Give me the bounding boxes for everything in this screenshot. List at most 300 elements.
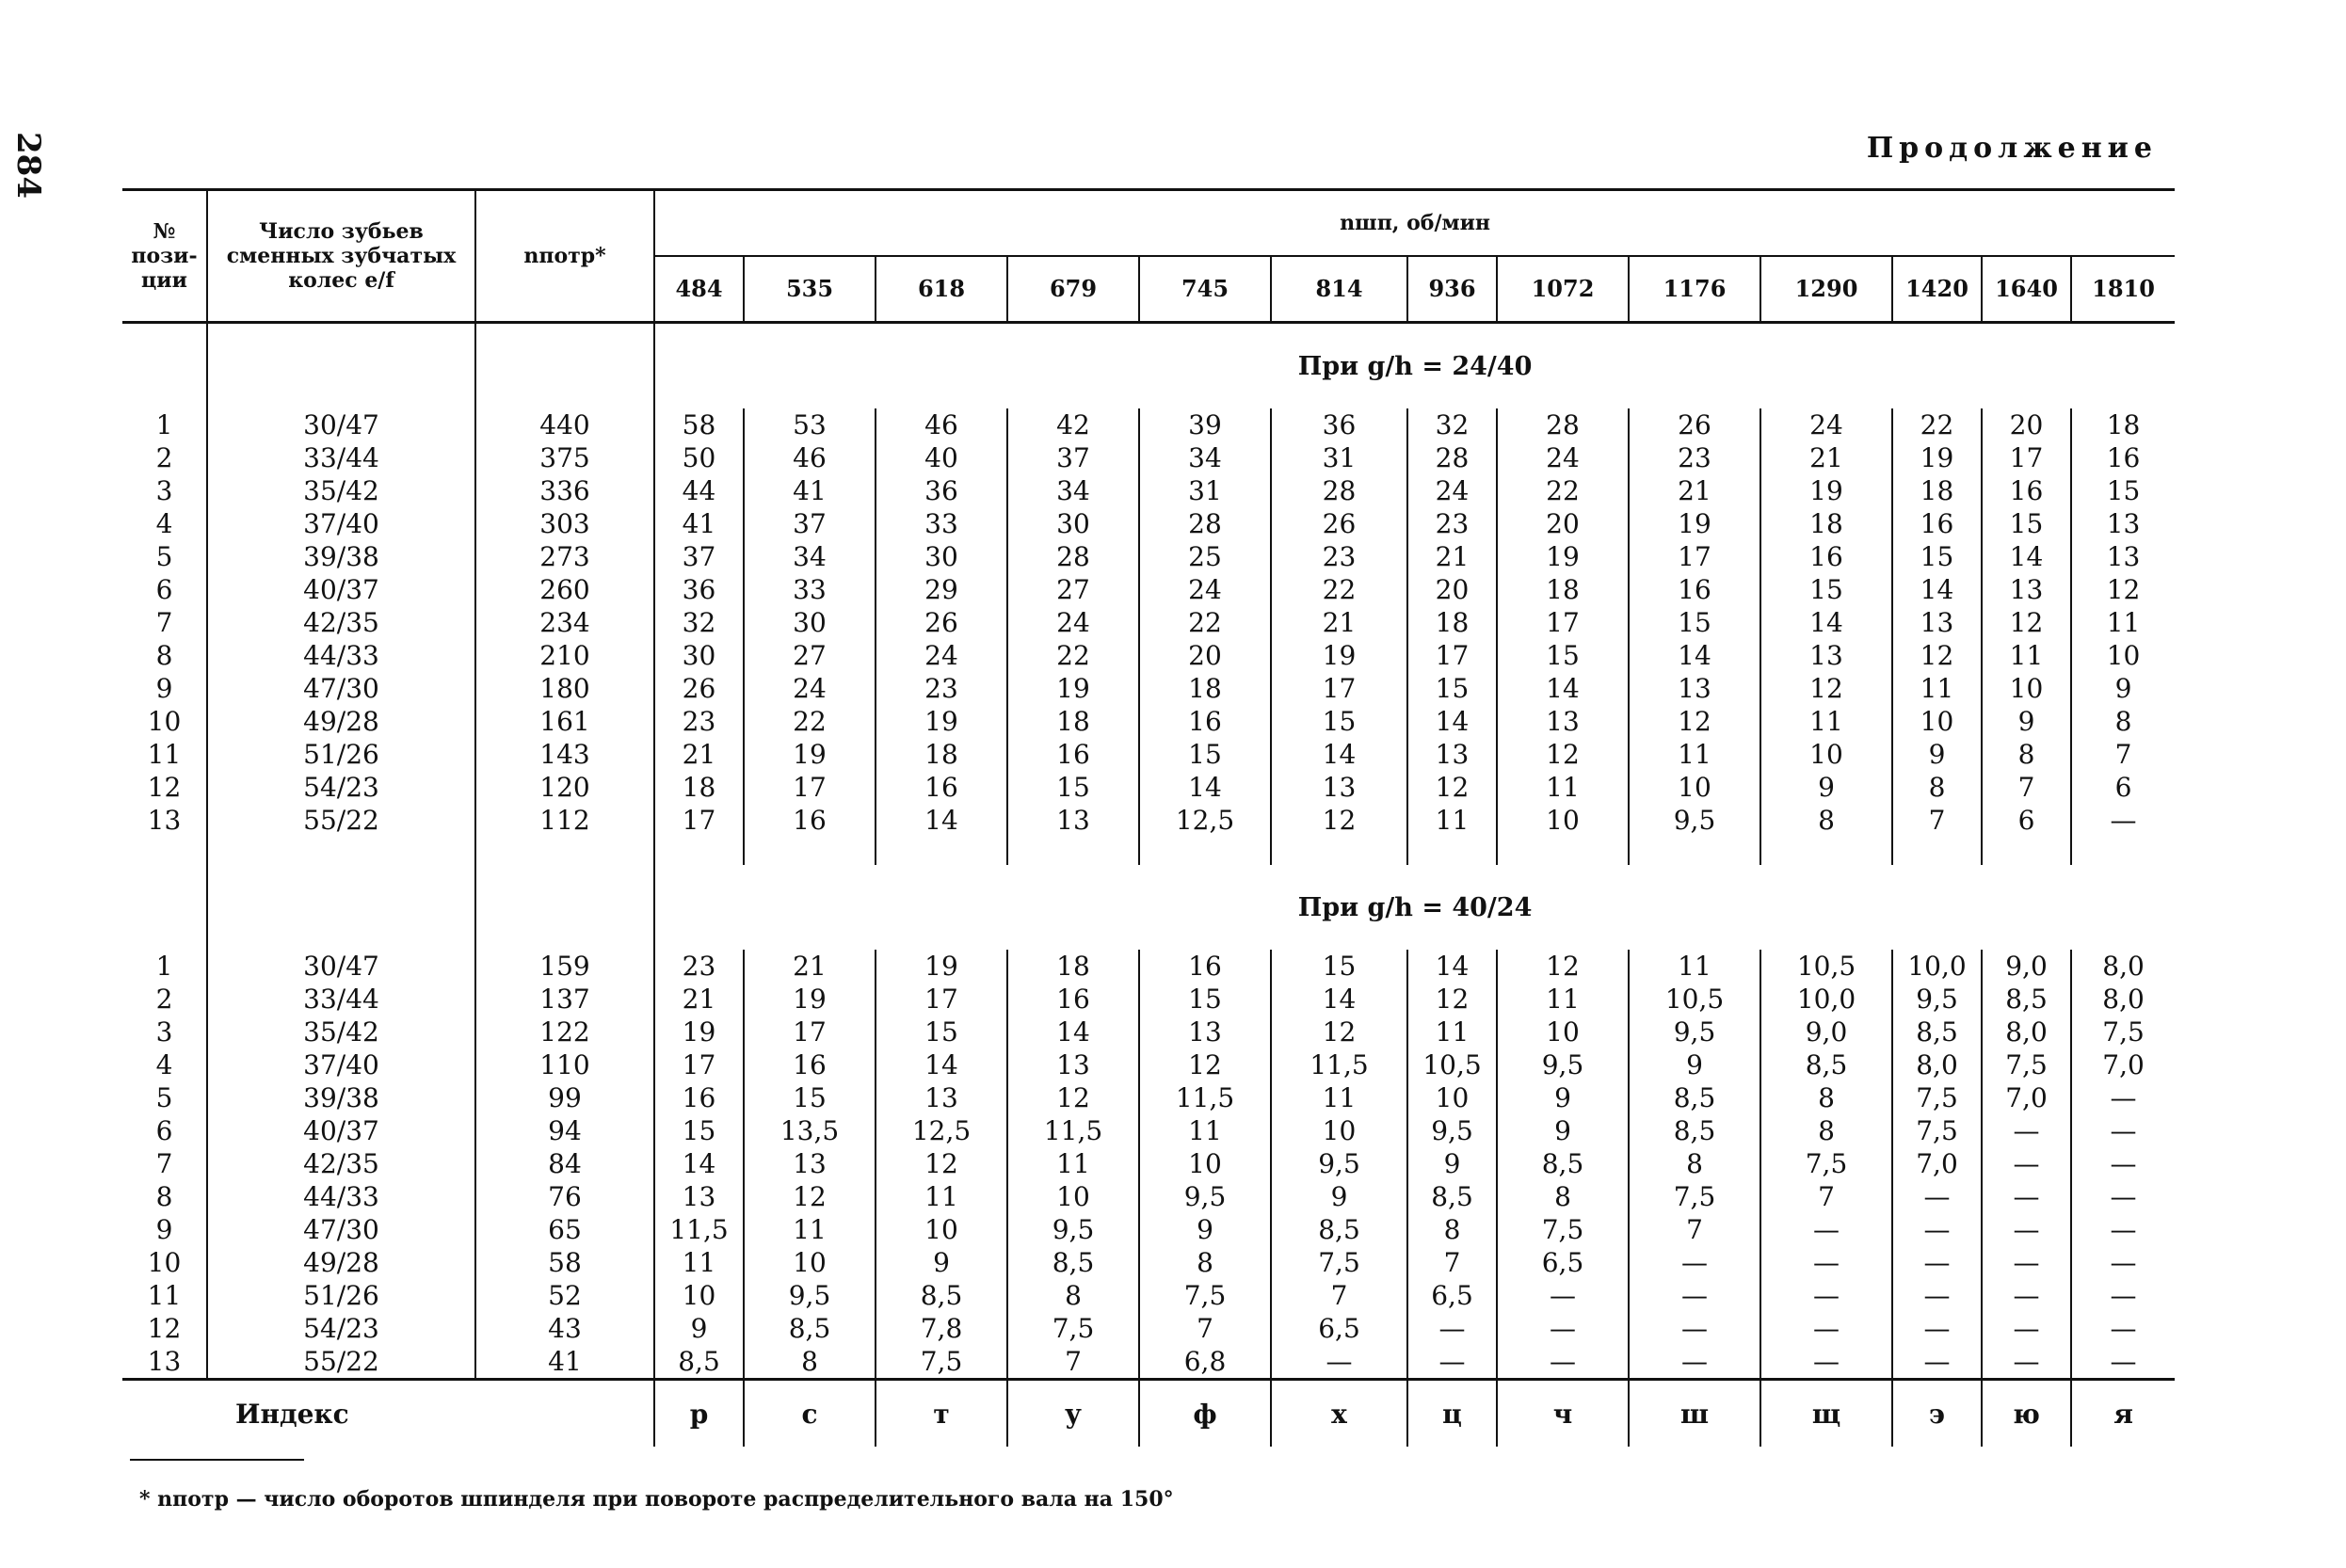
speed-value-cell: 11 [1007, 1147, 1139, 1180]
speed-value-cell: 7 [1007, 1345, 1139, 1380]
header-gears: Число зубьев сменных зубчатых колес e/f [207, 190, 475, 323]
index-value: э [1892, 1380, 1982, 1448]
speed-value-cell: — [1271, 1345, 1407, 1380]
gears-cell: 33/44 [207, 983, 475, 1016]
speed-value-cell: 15 [1629, 606, 1760, 639]
header-n-shp: nшп, об/мин [654, 190, 2175, 257]
n-potr-cell: 161 [475, 705, 654, 738]
speed-value-cell: 17 [1271, 672, 1407, 705]
gears-cell: 42/35 [207, 1147, 475, 1180]
table-row [122, 639, 2175, 672]
speed-value-cell: 8,0 [2071, 983, 2175, 1016]
speed-value-cell: — [2071, 1114, 2175, 1147]
speed-value-cell: 10 [1760, 738, 1892, 771]
gears-cell: 42/35 [207, 606, 475, 639]
speed-value-cell: — [1629, 1345, 1760, 1380]
speed-value-cell: 30 [654, 639, 744, 672]
speed-value-cell: 7,5 [2071, 1016, 2175, 1048]
section-header-row [122, 865, 2175, 950]
position-cell: 5 [155, 541, 173, 572]
n-potr-cell: 41 [475, 1345, 654, 1380]
speed-value-cell: 9,5 [1007, 1213, 1139, 1246]
index-value: у [1007, 1380, 1139, 1448]
spacer-row [122, 837, 2175, 865]
speed-value-cell: 10 [1982, 672, 2071, 705]
speed-value-cell: 9 [1497, 1081, 1629, 1114]
empty-cell [2071, 837, 2175, 865]
empty-cell [1892, 837, 1982, 865]
speed-value-cell: — [1892, 1213, 1982, 1246]
speed-value-cell: 6 [1982, 804, 2071, 837]
table-row [122, 771, 2175, 804]
empty-cell [207, 865, 475, 950]
speed-value-cell: — [2071, 1180, 2175, 1213]
empty-cell [475, 323, 654, 409]
speed-value-cell: 21 [1629, 474, 1760, 507]
speed-value-cell: 6,8 [1139, 1345, 1271, 1380]
position-cell: 10 [147, 1247, 182, 1278]
empty-cell [1139, 837, 1271, 865]
speed-value-cell: 33 [876, 507, 1007, 540]
gears-cell: 55/22 [207, 1345, 475, 1380]
table-row [122, 1213, 2175, 1246]
speed-value-cell: — [1892, 1180, 1982, 1213]
speed-value-cell: 17 [1629, 540, 1760, 573]
speed-value-cell: 7 [1760, 1180, 1892, 1213]
n-potr-cell: 120 [475, 771, 654, 804]
position-cell: 3 [155, 475, 173, 506]
speed-value-cell: 19 [1629, 507, 1760, 540]
speed-value-cell: 11 [1892, 672, 1982, 705]
speed-value-cell: 20 [1407, 573, 1497, 606]
speed-value-cell: 13 [744, 1147, 876, 1180]
n-potr-cell: 58 [475, 1246, 654, 1279]
speed-value-cell: 17 [654, 1048, 744, 1081]
empty-cell [1007, 837, 1139, 865]
speed-value-cell: 7,0 [2071, 1048, 2175, 1081]
speed-value-cell: — [1629, 1246, 1760, 1279]
n-potr-cell: 234 [475, 606, 654, 639]
speed-value-cell: 8 [1982, 738, 2071, 771]
empty-cell [1407, 837, 1497, 865]
speed-value-cell: 8,0 [2071, 950, 2175, 983]
speed-value-cell: 10,5 [1629, 983, 1760, 1016]
speed-value-cell: 16 [1760, 540, 1892, 573]
speed-value-cell: 12 [1007, 1081, 1139, 1114]
speed-value-cell: 8,5 [1629, 1081, 1760, 1114]
speed-value-cell: 58 [654, 408, 744, 441]
position-cell: 11 [147, 1280, 182, 1311]
speed-value-cell: 6 [2071, 771, 2175, 804]
position-cell: 11 [147, 739, 182, 770]
position-cell: 12 [147, 772, 182, 803]
speed-value-cell: 18 [1407, 606, 1497, 639]
speed-value-cell: 9,5 [1497, 1048, 1629, 1081]
speed-value-cell: 11,5 [1271, 1048, 1407, 1081]
speed-value-cell: 24 [876, 639, 1007, 672]
table-row [122, 1147, 2175, 1180]
speed-value-cell: 34 [744, 540, 876, 573]
speed-value-cell: — [1407, 1312, 1497, 1345]
speed-value-cell: 30 [1007, 507, 1139, 540]
speed-value-cell: 17 [744, 771, 876, 804]
speed-value-cell: 8 [1407, 1213, 1497, 1246]
speed-value-cell: 12 [1497, 950, 1629, 983]
gears-cell: 54/23 [207, 771, 475, 804]
speed-value-cell: — [1407, 1345, 1497, 1380]
speed-value-cell: 18 [654, 771, 744, 804]
speed-value-cell: 39 [1139, 408, 1271, 441]
speed-value-cell: 8,5 [1407, 1180, 1497, 1213]
speed-value-cell: 18 [876, 738, 1007, 771]
index-value: ч [1497, 1380, 1629, 1448]
speed-value-cell: 11 [1497, 983, 1629, 1016]
position-cell: 13 [147, 805, 182, 836]
speed-value-cell: 28 [1007, 540, 1139, 573]
index-value: т [876, 1380, 1007, 1448]
n-potr-cell: 260 [475, 573, 654, 606]
speed-value-cell: — [1497, 1345, 1629, 1380]
footnote-rule [130, 1459, 304, 1461]
speed-value-cell: 22 [1271, 573, 1407, 606]
speed-value-cell: 24 [1760, 408, 1892, 441]
speed-value-cell: 7 [1629, 1213, 1760, 1246]
speed-value-cell: 15 [1497, 639, 1629, 672]
n-potr-cell: 336 [475, 474, 654, 507]
position-cell: 9 [155, 673, 173, 704]
gears-cell: 44/33 [207, 1180, 475, 1213]
speed-value-cell: 36 [1271, 408, 1407, 441]
speed-value-cell: 17 [1982, 441, 2071, 474]
n-potr-cell: 159 [475, 950, 654, 983]
speed-value-cell: 19 [1271, 639, 1407, 672]
speed-value-cell: 7,5 [1497, 1213, 1629, 1246]
speed-value-cell: 19 [1892, 441, 1982, 474]
speed-value-cell: 34 [1007, 474, 1139, 507]
position-cell: 2 [155, 984, 173, 1015]
speed-value-cell: 30 [876, 540, 1007, 573]
gears-cell: 33/44 [207, 441, 475, 474]
n-potr-cell: 99 [475, 1081, 654, 1114]
speed-value-cell: 9,0 [1982, 950, 2071, 983]
speed-value-cell: — [1982, 1114, 2071, 1147]
speed-value-cell: 7 [1892, 804, 1982, 837]
empty-cell [1629, 837, 1760, 865]
speed-value-cell: 18 [1007, 950, 1139, 983]
speed-value-cell: 22 [1139, 606, 1271, 639]
speed-value-cell: 12 [1497, 738, 1629, 771]
speed-value-cell: 24 [1007, 606, 1139, 639]
speed-value-cell: 8 [1629, 1147, 1760, 1180]
speed-value-cell: 18 [1139, 672, 1271, 705]
speed-value-cell: 15 [876, 1016, 1007, 1048]
speed-value-cell: 13 [1007, 804, 1139, 837]
table-row [122, 983, 2175, 1016]
speed-value-cell: 9,5 [744, 1279, 876, 1312]
empty-cell [122, 865, 207, 950]
position-cell: 1 [155, 409, 173, 440]
speed-value-cell: 10 [1629, 771, 1760, 804]
speed-value-cell: 31 [1139, 474, 1271, 507]
speed-value-cell: 16 [1139, 705, 1271, 738]
speed-value-cell: 13 [1407, 738, 1497, 771]
speed-value-cell: — [1760, 1312, 1892, 1345]
speed-value-cell: 11 [2071, 606, 2175, 639]
empty-cell [1271, 837, 1407, 865]
table-row [122, 1114, 2175, 1147]
speed-value-cell: 9 [1892, 738, 1982, 771]
speed-value-cell: 7,5 [1982, 1048, 2071, 1081]
speed-value-cell: 21 [1760, 441, 1892, 474]
speed-value-cell: 22 [744, 705, 876, 738]
table-row [122, 738, 2175, 771]
speed-value-cell: 10 [1497, 1016, 1629, 1048]
empty-cell [654, 837, 744, 865]
speed-value-cell: — [1760, 1345, 1892, 1380]
speed-value-cell: 18 [1007, 705, 1139, 738]
gears-cell: 51/26 [207, 1279, 475, 1312]
speed-value-cell: 7 [1982, 771, 2071, 804]
gears-cell: 35/42 [207, 1016, 475, 1048]
speed-value-cell: — [2071, 1147, 2175, 1180]
speed-value-cell: 11 [654, 1246, 744, 1279]
position-cell: 6 [155, 1115, 173, 1146]
speed-value-cell: 26 [1629, 408, 1760, 441]
gears-cell: 39/38 [207, 540, 475, 573]
speed-value-cell: 31 [1271, 441, 1407, 474]
position-cell: 5 [155, 1082, 173, 1113]
index-value: ю [1982, 1380, 2071, 1448]
index-row [122, 1380, 2175, 1448]
table-row [122, 1016, 2175, 1048]
speed-value-cell: 15 [654, 1114, 744, 1147]
speed-value-cell: 12 [1407, 771, 1497, 804]
empty-cell [122, 323, 207, 409]
gears-cell: 47/30 [207, 1213, 475, 1246]
speed-value-cell: 20 [1982, 408, 2071, 441]
speed-value-cell: 10 [654, 1279, 744, 1312]
speed-value-cell: 8,5 [744, 1312, 876, 1345]
speed-value-cell: 7,5 [1892, 1081, 1982, 1114]
speed-value-cell: 7,5 [1629, 1180, 1760, 1213]
speed-value-cell: 9 [1497, 1114, 1629, 1147]
speed-value-cell: 16 [744, 1048, 876, 1081]
speed-value-cell: 46 [744, 441, 876, 474]
speed-value-cell: 15 [1760, 573, 1892, 606]
speed-value-cell: 28 [1139, 507, 1271, 540]
speed-value-cell: 13 [1892, 606, 1982, 639]
speed-value-cell: 34 [1139, 441, 1271, 474]
speed-header: 618 [876, 256, 1007, 323]
speed-value-cell: 11 [1629, 950, 1760, 983]
speed-value-cell: 24 [744, 672, 876, 705]
speed-value-cell: 7,5 [1139, 1279, 1271, 1312]
index-value: ц [1407, 1380, 1497, 1448]
speed-value-cell: 24 [1497, 441, 1629, 474]
speed-value-cell: 9 [654, 1312, 744, 1345]
section-header-row [122, 323, 2175, 409]
table-row [122, 573, 2175, 606]
speed-value-cell: 9 [1982, 705, 2071, 738]
speed-value-cell: 20 [1497, 507, 1629, 540]
speed-value-cell: 32 [654, 606, 744, 639]
n-potr-cell: 84 [475, 1147, 654, 1180]
table-row [122, 1345, 2175, 1380]
speed-value-cell: 33 [744, 573, 876, 606]
gears-cell: 49/28 [207, 705, 475, 738]
n-potr-cell: 303 [475, 507, 654, 540]
speed-value-cell: — [1982, 1246, 2071, 1279]
speed-value-cell: 11 [1407, 804, 1497, 837]
speed-value-cell: 14 [1982, 540, 2071, 573]
speed-value-cell: 16 [876, 771, 1007, 804]
speed-value-cell: 14 [1139, 771, 1271, 804]
speed-value-cell: 17 [876, 983, 1007, 1016]
speed-value-cell: 9 [1629, 1048, 1760, 1081]
speed-value-cell: 11 [876, 1180, 1007, 1213]
speed-value-cell: 41 [744, 474, 876, 507]
speed-value-cell: 16 [1139, 950, 1271, 983]
speed-value-cell: — [1892, 1345, 1982, 1380]
empty-cell [475, 1380, 654, 1448]
speed-value-cell: 14 [1407, 705, 1497, 738]
speed-value-cell: 11 [1139, 1114, 1271, 1147]
speed-value-cell: 9,5 [1629, 804, 1760, 837]
speed-value-cell: 11 [1271, 1081, 1407, 1114]
speed-value-cell: 14 [1497, 672, 1629, 705]
speed-value-cell: 21 [654, 738, 744, 771]
speed-header: 1420 [1892, 256, 1982, 323]
speed-value-cell: — [1892, 1279, 1982, 1312]
speed-value-cell: 40 [876, 441, 1007, 474]
speed-value-cell: 11 [1497, 771, 1629, 804]
speed-value-cell: 10,5 [1760, 950, 1892, 983]
speed-value-cell: — [1892, 1246, 1982, 1279]
speed-value-cell: 12 [1629, 705, 1760, 738]
speed-value-cell: 13,5 [744, 1114, 876, 1147]
speed-value-cell: 18 [2071, 408, 2175, 441]
empty-cell [207, 837, 475, 865]
gears-cell: 54/23 [207, 1312, 475, 1345]
speed-value-cell: 14 [876, 1048, 1007, 1081]
speed-value-cell: 14 [1892, 573, 1982, 606]
index-value: щ [1760, 1380, 1892, 1448]
speed-header: 1072 [1497, 256, 1629, 323]
speed-value-cell: — [1760, 1279, 1892, 1312]
speed-value-cell: 25 [1139, 540, 1271, 573]
speed-value-cell: 10 [1271, 1114, 1407, 1147]
speed-value-cell: 8 [1497, 1180, 1629, 1213]
speed-value-cell: 15 [1139, 983, 1271, 1016]
speed-value-cell: 14 [654, 1147, 744, 1180]
speed-header: 745 [1139, 256, 1271, 323]
n-potr-cell: 440 [475, 408, 654, 441]
speed-value-cell: 9,5 [1407, 1114, 1497, 1147]
speed-value-cell: 19 [876, 950, 1007, 983]
empty-cell [475, 837, 654, 865]
position-cell: 6 [155, 574, 173, 605]
speed-value-cell: 50 [654, 441, 744, 474]
index-value: я [2071, 1380, 2175, 1448]
speed-value-cell: 22 [1007, 639, 1139, 672]
speed-value-cell: 16 [1007, 983, 1139, 1016]
speed-value-cell: 8,5 [1982, 983, 2071, 1016]
speed-value-cell: 9,5 [1892, 983, 1982, 1016]
gears-cell: 51/26 [207, 738, 475, 771]
speed-value-cell: 12 [1892, 639, 1982, 672]
speed-value-cell: — [2071, 1279, 2175, 1312]
speed-value-cell: — [1982, 1279, 2071, 1312]
table-row [122, 950, 2175, 983]
speed-value-cell: 24 [1407, 474, 1497, 507]
speed-value-cell: 7,5 [1007, 1312, 1139, 1345]
speed-value-cell: 13 [654, 1180, 744, 1213]
gears-cell: 35/42 [207, 474, 475, 507]
speed-value-cell: 37 [1007, 441, 1139, 474]
speed-value-cell: 21 [654, 983, 744, 1016]
speed-value-cell: 21 [1407, 540, 1497, 573]
speed-value-cell: 10 [1407, 1081, 1497, 1114]
table-row [122, 1312, 2175, 1345]
speed-value-cell: 11,5 [1007, 1114, 1139, 1147]
speed-value-cell: 8 [1760, 1081, 1892, 1114]
n-potr-cell: 52 [475, 1279, 654, 1312]
speed-header: 1810 [2071, 256, 2175, 323]
speed-value-cell: 21 [744, 950, 876, 983]
speed-value-cell: 19 [876, 705, 1007, 738]
speed-value-cell: 28 [1407, 441, 1497, 474]
gears-cell: 47/30 [207, 672, 475, 705]
speed-value-cell: 23 [654, 705, 744, 738]
table-row [122, 1081, 2175, 1114]
speed-value-cell: 44 [654, 474, 744, 507]
speed-value-cell: 7,5 [876, 1345, 1007, 1380]
speed-value-cell: 7,0 [1892, 1147, 1982, 1180]
gears-cell: 30/47 [207, 950, 475, 983]
speed-value-cell: 13 [1007, 1048, 1139, 1081]
speed-value-cell: 8,5 [654, 1345, 744, 1380]
speed-value-cell: 14 [1760, 606, 1892, 639]
table-row [122, 540, 2175, 573]
empty-cell [122, 837, 207, 865]
speed-value-cell: 42 [1007, 408, 1139, 441]
speed-value-cell: 14 [876, 804, 1007, 837]
table-row [122, 408, 2175, 441]
speed-value-cell: 8,0 [1982, 1016, 2071, 1048]
n-potr-cell: 137 [475, 983, 654, 1016]
speed-value-cell: 23 [654, 950, 744, 983]
empty-cell [1982, 837, 2071, 865]
index-value: х [1271, 1380, 1407, 1448]
speed-value-cell: 9,5 [1139, 1180, 1271, 1213]
speed-value-cell: 12,5 [876, 1114, 1007, 1147]
speed-value-cell: 16 [1629, 573, 1760, 606]
speed-value-cell: 8,5 [1271, 1213, 1407, 1246]
speed-header: 535 [744, 256, 876, 323]
speed-value-cell: 10 [1497, 804, 1629, 837]
speed-value-cell: 19 [1497, 540, 1629, 573]
position-cell: 4 [155, 1049, 173, 1080]
speed-value-cell: 11 [1982, 639, 2071, 672]
table-row [122, 1180, 2175, 1213]
speed-value-cell: — [1760, 1246, 1892, 1279]
speed-value-cell: 18 [1760, 507, 1892, 540]
gears-cell: 39/38 [207, 1081, 475, 1114]
speed-value-cell: — [1497, 1312, 1629, 1345]
position-cell: 13 [147, 1346, 182, 1377]
speed-value-cell: 26 [1271, 507, 1407, 540]
speed-value-cell: 36 [654, 573, 744, 606]
